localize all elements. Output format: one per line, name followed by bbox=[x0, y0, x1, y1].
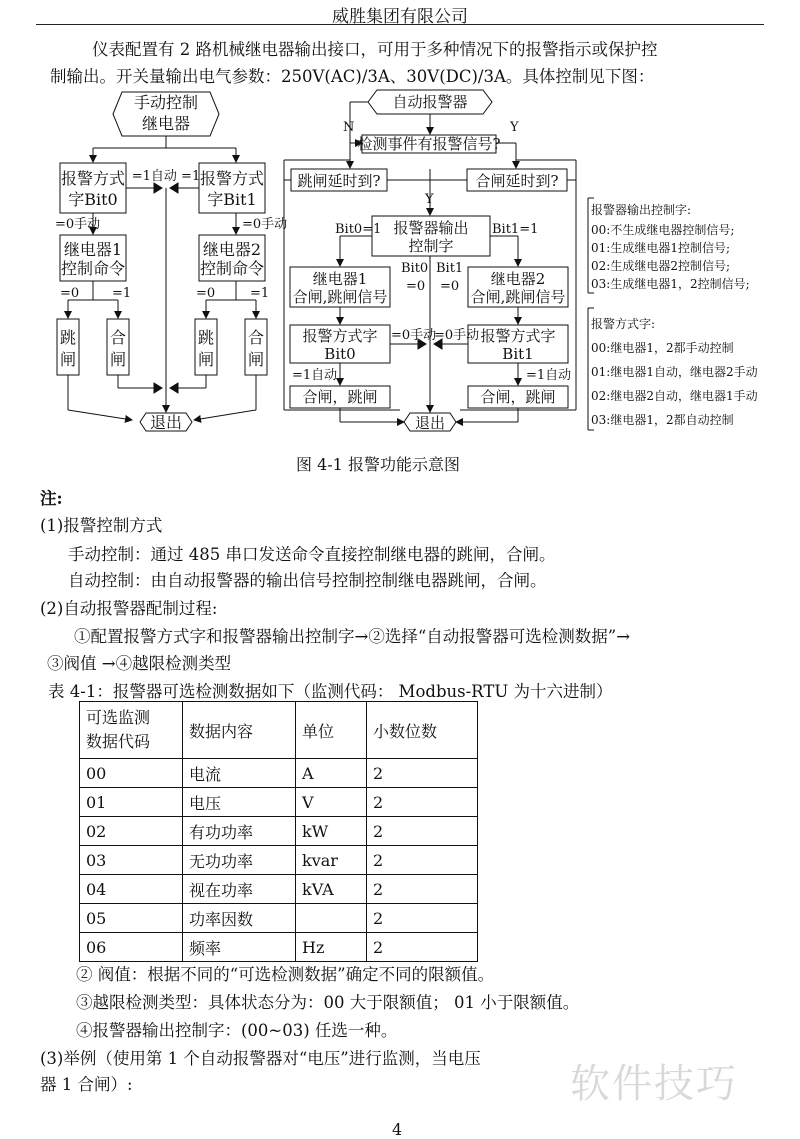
table-cell: 03 bbox=[80, 846, 183, 875]
notes-title: 注: bbox=[40, 489, 63, 508]
table-header-unit: 单位 bbox=[296, 702, 367, 759]
manual-relay1-l2: 控制命令 bbox=[60, 259, 126, 278]
legend2-title: 报警方式字: bbox=[591, 317, 656, 331]
table-cell: A bbox=[296, 759, 367, 788]
table-cell: kW bbox=[296, 817, 367, 846]
auto-mode1-l2: Bit1 bbox=[502, 345, 534, 363]
auto-relay1-l1: 继电器1 bbox=[312, 270, 368, 288]
manual-relay1-l1: 继电器1 bbox=[63, 240, 123, 259]
manual-eq-l: =0手动 bbox=[55, 217, 101, 232]
table-cell: 2 bbox=[367, 904, 478, 933]
notes-s2b: ③阀值 →④越限检测类型 bbox=[47, 654, 232, 673]
manual-mode1-l1: 报警方式 bbox=[199, 169, 265, 188]
auto-bit1: Bit1 bbox=[436, 261, 464, 276]
table-cell: 00 bbox=[80, 759, 183, 788]
table-cell bbox=[296, 904, 367, 933]
auto-eq0-l: =0 bbox=[406, 279, 426, 294]
manual-trip-2-b: 闸 bbox=[197, 350, 215, 369]
notes-s1a: 手动控制：通过 485 串口发送命令直接控制继电器的跳闸，合闸。 bbox=[68, 545, 556, 564]
legend2-item-1: 01:继电器1自动，继电器2手动 bbox=[591, 365, 758, 379]
manual-mode0-l2: 字Bit0 bbox=[68, 190, 118, 209]
notes-s2: (2)自动报警器配制过程: bbox=[40, 599, 218, 618]
table-cell: V bbox=[296, 788, 367, 817]
manual-start-l1: 手动控制 bbox=[133, 93, 199, 112]
auto-relay2-l2: 合闸,跳闸信号 bbox=[470, 288, 566, 306]
auto-result-r: 合闸，跳闸 bbox=[480, 388, 556, 406]
manual-eq0-b: =0 bbox=[196, 286, 216, 301]
alarm-flowchart bbox=[0, 0, 800, 460]
table-cell: 06 bbox=[80, 933, 183, 962]
table-row bbox=[80, 846, 478, 875]
table-header-code bbox=[80, 702, 183, 759]
auto-exit: 退出 bbox=[414, 414, 446, 432]
para-threshold: ② 阀值：根据不同的“可选检测数据”确定不同的限额值。 bbox=[76, 965, 495, 984]
auto-close-delay: 合闸延时到? bbox=[475, 172, 559, 190]
manual-eq-r: =0手动 bbox=[242, 217, 288, 232]
watermark: 软件技巧 bbox=[570, 1061, 738, 1107]
table-cell: 2 bbox=[367, 788, 478, 817]
legend1-item-2: 02:生成继电器2控制信号; bbox=[591, 259, 730, 273]
table-cell: 2 bbox=[367, 846, 478, 875]
auto-start: 自动报警器 bbox=[392, 93, 468, 111]
manual-eq1-a: =1 bbox=[112, 286, 132, 301]
auto-n: N bbox=[343, 120, 355, 135]
legend2-item-3: 03:继电器1，2都自动控制 bbox=[591, 413, 734, 427]
legend1-item-1: 01:生成继电器1控制信号; bbox=[591, 241, 730, 255]
auto-mode0-l1: 报警方式字 bbox=[302, 327, 378, 345]
para-output-word: ④报警器输出控制字：(00~03) 任选一种。 bbox=[76, 1021, 398, 1040]
manual-trip-1-a: 跳 bbox=[59, 328, 77, 347]
table-cell: Hz bbox=[296, 933, 367, 962]
table-cell: 功率因数 bbox=[183, 904, 296, 933]
manual-relay2-l1: 继电器2 bbox=[202, 240, 262, 259]
table-header-code-l1: 可选监测 bbox=[86, 708, 151, 727]
page-header: 威胜集团有限公司 bbox=[332, 7, 468, 27]
manual-close-1-a: 合 bbox=[109, 328, 127, 347]
manual-relay2-l2: 控制命令 bbox=[199, 259, 265, 278]
table-cell: 有功功率 bbox=[183, 817, 296, 846]
auto-bit0: Bit0 bbox=[401, 261, 429, 276]
table-cell: 05 bbox=[80, 904, 183, 933]
table-cell: 无功功率 bbox=[183, 846, 296, 875]
legend2-item-2: 02:继电器2自动，继电器1手动 bbox=[591, 389, 758, 403]
table-cell: 01 bbox=[80, 788, 183, 817]
auto-manual-r: =0手动 bbox=[434, 328, 480, 343]
legend1-title: 报警器输出控制字: bbox=[591, 203, 692, 217]
auto-manual-l: =0手动 bbox=[391, 328, 437, 343]
auto-y: Y bbox=[510, 120, 519, 135]
notes-s1: (1)报警控制方式 bbox=[40, 516, 163, 535]
auto-auto-l: =1自动 bbox=[292, 368, 338, 383]
intro-line-1: 仪表配置有 2 路机械继电器输出接口，可用于多种情况下的报警指示或保护控 bbox=[92, 40, 658, 59]
detection-data-table bbox=[79, 701, 478, 962]
auto-relay1-l2: 合闸,跳闸信号 bbox=[292, 288, 388, 306]
table-cell: 2 bbox=[367, 817, 478, 846]
table-cell: 频率 bbox=[183, 933, 296, 962]
manual-eq0-a: =0 bbox=[60, 286, 80, 301]
manual-close-2-b: 闸 bbox=[247, 350, 265, 369]
auto-y2: Y bbox=[425, 192, 434, 207]
table-header-code-l2: 数据代码 bbox=[86, 732, 151, 751]
para-limit-type: ③越限检测类型：具体状态分为：00 大于限额值； 01 小于限额值。 bbox=[76, 993, 580, 1012]
table-title: 表 4-1：报警器可选检测数据如下（监测代码： Modbus-RTU 为十六进制） bbox=[48, 682, 613, 701]
manual-auto-eq: =1自动 =1 bbox=[131, 169, 201, 184]
manual-trip-2-a: 跳 bbox=[197, 328, 215, 347]
table-row bbox=[80, 933, 478, 962]
manual-eq1-b: =1 bbox=[250, 286, 270, 301]
manual-start-l2: 继电器 bbox=[141, 114, 191, 133]
table-cell: 电流 bbox=[183, 759, 296, 788]
auto-alarm-out-l2: 控制字 bbox=[408, 237, 454, 255]
table-cell: 2 bbox=[367, 759, 478, 788]
manual-mode0-l1: 报警方式 bbox=[60, 169, 126, 188]
auto-trip-delay: 跳闸延时到? bbox=[297, 172, 381, 190]
table-row bbox=[80, 817, 478, 846]
notes-s2a: ①配置报警方式字和报警器输出控制字→②选择“自动报警器可选检测数据”→ bbox=[74, 627, 631, 646]
table-cell: 04 bbox=[80, 875, 183, 904]
auto-relay2-l1: 继电器2 bbox=[490, 270, 546, 288]
auto-alarm-out-l1: 报警器输出 bbox=[393, 219, 469, 237]
figure-caption: 图 4-1 报警功能示意图 bbox=[296, 455, 460, 474]
auto-auto-r: =1自动 bbox=[526, 368, 572, 383]
notes-s1b: 自动控制：由自动报警器的输出信号控制控制继电器跳闸，合闸。 bbox=[68, 571, 547, 590]
para-example-l1: (3)举例（使用第 1 个自动报警器对“电压”进行监测，当电压 bbox=[40, 1049, 481, 1068]
page-number: 4 bbox=[392, 1120, 403, 1139]
table-cell: 视在功率 bbox=[183, 875, 296, 904]
manual-close-2-a: 合 bbox=[247, 328, 265, 347]
auto-bit0-eq1: Bit0=1 bbox=[335, 222, 382, 237]
table-cell: 2 bbox=[367, 933, 478, 962]
table-cell: 02 bbox=[80, 817, 183, 846]
legend2-item-0: 00:继电器1，2都手动控制 bbox=[591, 341, 734, 355]
para-example-l2: 器 1 合闸）: bbox=[40, 1075, 133, 1094]
table-header-content: 数据内容 bbox=[183, 702, 296, 759]
table-row bbox=[80, 788, 478, 817]
manual-close-1-b: 闸 bbox=[109, 350, 127, 369]
legend1-item-3: 03:生成继电器1，2控制信号; bbox=[591, 277, 750, 291]
auto-detect: 检测事件有报警信号? bbox=[357, 135, 501, 153]
auto-result-l: 合闸，跳闸 bbox=[302, 388, 378, 406]
table-row bbox=[80, 759, 478, 788]
intro-line-2: 制输出。开关量输出电气参数：250V(AC)/3A、30V(DC)/3A。具体控制见下图： bbox=[50, 67, 655, 86]
table-cell: 电压 bbox=[183, 788, 296, 817]
table-header-row bbox=[80, 702, 478, 759]
auto-mode0-l2: Bit0 bbox=[324, 345, 356, 363]
manual-exit: 退出 bbox=[149, 413, 183, 432]
legend1-item-0: 00:不生成继电器控制信号; bbox=[591, 223, 735, 237]
table-header-decimals: 小数位数 bbox=[367, 702, 478, 759]
table-cell: kVA bbox=[296, 875, 367, 904]
auto-mode1-l1: 报警方式字 bbox=[480, 327, 556, 345]
manual-mode1-l2: 字Bit1 bbox=[207, 190, 257, 209]
manual-trip-1-b: 闸 bbox=[59, 350, 77, 369]
auto-eq0-r: =0 bbox=[440, 279, 460, 294]
table-cell: kvar bbox=[296, 846, 367, 875]
table-row bbox=[80, 875, 478, 904]
table-row bbox=[80, 904, 478, 933]
table-cell: 2 bbox=[367, 875, 478, 904]
auto-bit1-eq1: Bit1=1 bbox=[492, 222, 539, 237]
